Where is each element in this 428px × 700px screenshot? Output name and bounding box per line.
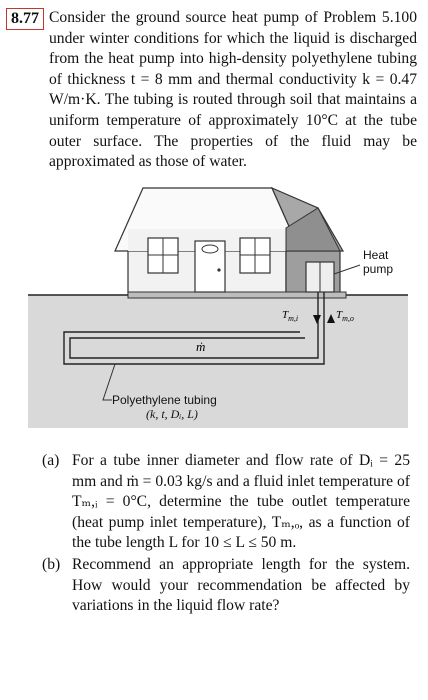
door bbox=[195, 241, 225, 292]
part-a-label: (a) bbox=[42, 452, 60, 469]
figure-heat-pump-diagram bbox=[0, 178, 428, 428]
tmi-label: $T_{m,i}$ bbox=[282, 309, 299, 323]
diagram-svg bbox=[0, 178, 428, 428]
heat-pump-label-1: Heat bbox=[363, 248, 389, 262]
tubing-params: (k, t, Dᵢ, L) bbox=[146, 407, 198, 421]
house-foundation bbox=[128, 292, 346, 298]
problem-intro bbox=[49, 8, 417, 173]
mdot-label: ṁ bbox=[196, 339, 206, 354]
heat-pump-label-2: pump bbox=[363, 262, 394, 276]
window-right bbox=[240, 238, 270, 273]
tubing-label: Polyethylene tubing bbox=[112, 393, 217, 407]
heat-pump-unit bbox=[306, 262, 334, 292]
tmo-label: $T_{m,o}$ bbox=[336, 309, 354, 323]
part-a bbox=[42, 451, 410, 554]
window-left bbox=[148, 238, 178, 273]
part-b bbox=[42, 555, 410, 617]
problem-number: 8.77 bbox=[6, 8, 44, 30]
part-b-label: (b) bbox=[42, 556, 61, 573]
problem-intro-text: Consider the ground source heat pump of Problem 5.100 under winter conditions for which the liquid is discharged from the heat pump into high-density polyethylene tubing of thickness t = 8 mm and thermal conductivity k = 0.47 W/m·K. The tubing is routed through soil that maintains a uniform temperature of approximately 10°C at the tube outer surface. The properties of the fluid may be approximated as those of water. bbox=[49, 9, 417, 171]
part-a-text: For a tube inner diameter and flow rate of Dᵢ = 25 mm and ṁ = 0.03 kg/s and a fluid inlet temperature of Tₘ,ᵢ = 0°C, determine the tube outlet temperature (heat pump inlet temperature), Tₘ,ₒ, as a function of the tube length L for 10 ≤ L ≤ 50 m. bbox=[72, 452, 410, 552]
part-b-text: Recommend an appropriate length for the system. How would your recommendation be affected by variations in the liquid flow rate? bbox=[72, 556, 410, 615]
